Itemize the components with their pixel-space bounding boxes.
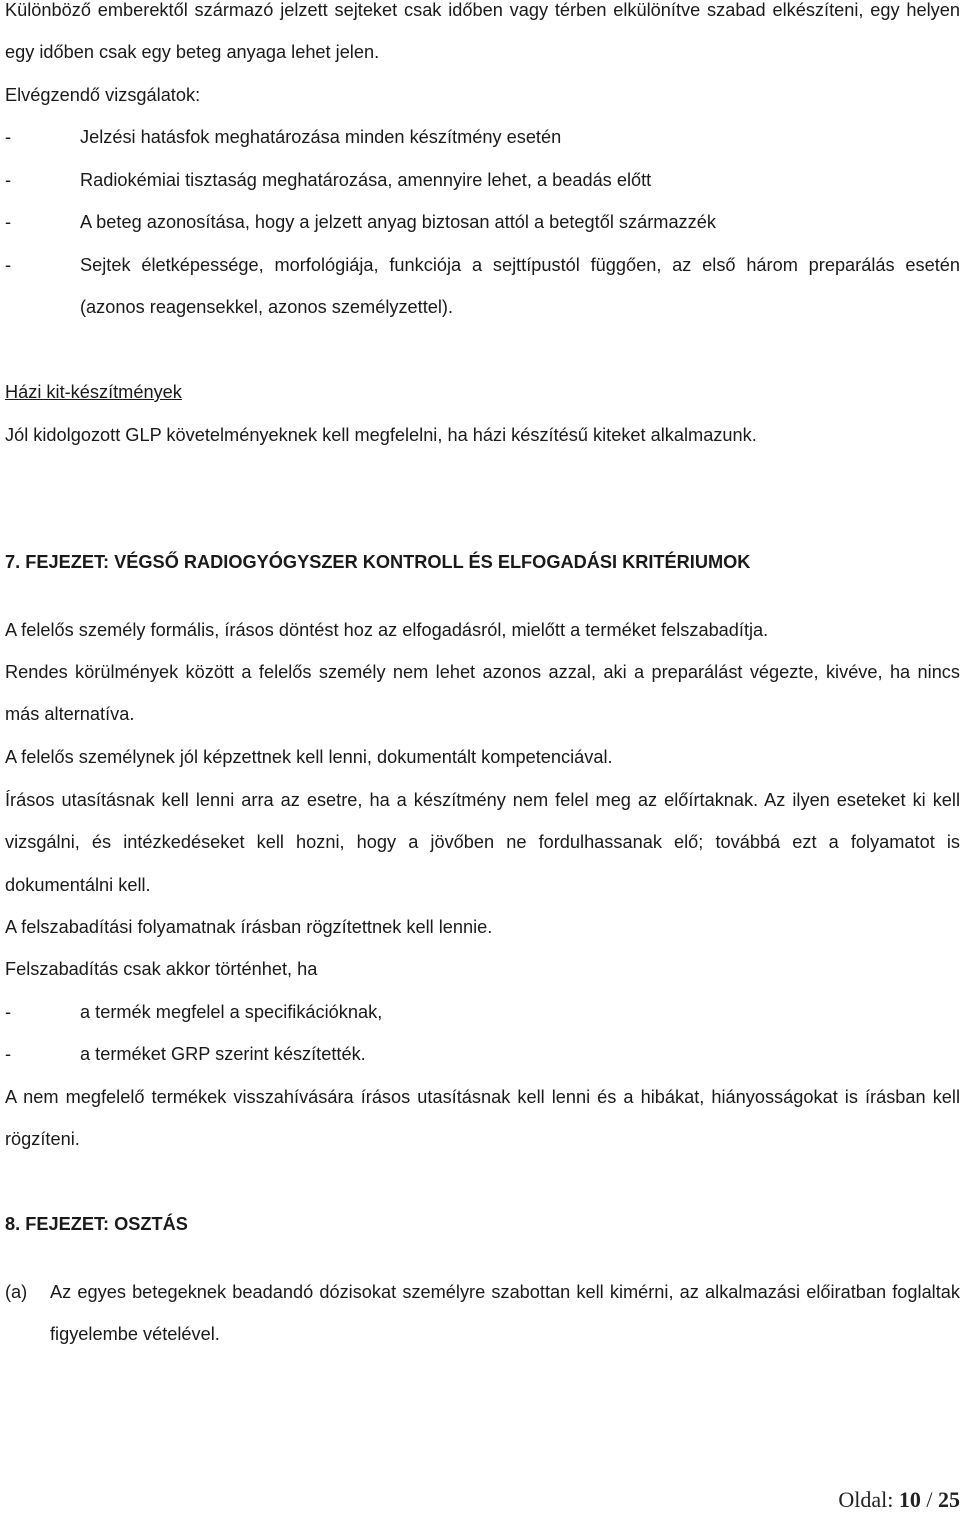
list-dash: - <box>5 170 12 190</box>
page-number <box>838 1485 960 1515</box>
page-current: 10 <box>898 1487 921 1512</box>
page-total: 25 <box>938 1487 960 1512</box>
list-item-text: Radiokémiai tisztaság meghatározása, amennyire lehet, a beadás előtt <box>80 170 652 190</box>
chapter-8-heading: 8. FEJEZET: OSZTÁS <box>5 1214 188 1234</box>
list-dash: - <box>5 127 12 147</box>
chapter-7-paragraph: A felelős személynek jól képzettnek kell lenni, dokumentált kompetenciával. <box>5 747 613 767</box>
list-item-text: Sejtek életképessége, morfológiája, funkciója a sejttípustól függően, az első három preparálás esetén (azonos reagensekkel, azonos személyzettel). <box>80 255 960 318</box>
list-item-exam <box>5 116 960 158</box>
enumerated-text: Az egyes betegeknek beadandó dózisokat személyre szabottan kell kimérni, az alkalmazási előiratban foglaltak figyelembe vételével. <box>50 1282 960 1345</box>
list-item-text: a termék megfelel a specifikációknak, <box>80 1002 383 1022</box>
kit-text: Jól kidolgozott GLP követelményeknek kell megfelelni, ha házi készítésű kiteket alkalmazunk. <box>5 425 757 445</box>
chapter-7-heading: 7. FEJEZET: VÉGSŐ RADIOGYÓGYSZER KONTROLL ÉS ELFOGADÁSI KRITÉRIUMOK <box>5 552 751 572</box>
list-item-text: a terméket GRP szerint készítették. <box>80 1044 366 1064</box>
list-item-exam <box>5 244 960 329</box>
chapter-7-paragraph: A nem megfelelő termékek visszahívására írásos utasításnak kell lenni és a hibákat, hiányosságokat is írásban kell rögzíteni. <box>5 1087 960 1150</box>
chapter-7-paragraph: A felelős személy formális, írásos döntést hoz az elfogadásról, mielőtt a terméket felszabadítja. <box>5 620 769 640</box>
page-separator: / <box>926 1487 933 1512</box>
chapter-7-paragraph: A felszabadítási folyamatnak írásban rögzítettnek kell lennie. <box>5 917 493 937</box>
paragraph-intro: Különböző emberektől származó jelzett sejteket csak időben vagy térben elkülönítve szabad elkészíteni, egy helyen egy időben csak egy beteg anyaga lehet jelen. <box>5 0 960 63</box>
chapter-7-paragraph: Rendes körülmények között a felelős személy nem lehet azonos azzal, aki a preparálást végezte, kivéve, ha nincs más alternatíva. <box>5 662 960 725</box>
chapter-7-paragraph: Írásos utasításnak kell lenni arra az esetre, ha a készítmény nem felel meg az előírtaknak. Az ilyen eseteket ki kell vizsgálni, és intézkedéseket kell hozni, hogy a jövőben ne fordulhassanak elő; továbbá ezt a folyamatot is dokumentálni kell. <box>5 790 960 895</box>
document-page <box>5 0 960 1515</box>
list-dash: - <box>5 212 12 232</box>
list-item-condition <box>5 991 960 1033</box>
list-item-condition <box>5 1033 960 1075</box>
enumerated-label: (a) <box>5 1282 28 1302</box>
list-item-text: Jelzési hatásfok meghatározása minden készítmény esetén <box>80 127 562 147</box>
list-dash: - <box>5 255 12 275</box>
enumerated-item <box>5 1271 960 1356</box>
exams-title: Elvégzendő vizsgálatok: <box>5 85 201 105</box>
list-dash: - <box>5 1044 12 1064</box>
kit-heading: Házi kit-készítmények <box>5 382 182 402</box>
chapter-7-paragraph: Felszabadítás csak akkor történhet, ha <box>5 959 318 979</box>
list-item-exam <box>5 159 960 201</box>
list-item-text: A beteg azonosítása, hogy a jelzett anyag biztosan attól a betegtől származzék <box>80 212 716 232</box>
page-label: Oldal: <box>838 1487 894 1512</box>
list-item-exam <box>5 201 960 243</box>
list-dash: - <box>5 1002 12 1022</box>
